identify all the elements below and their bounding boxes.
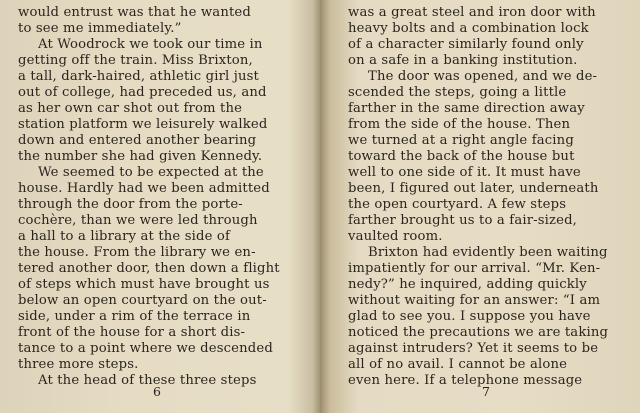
text-line: impatiently for our arrival. “Mr. Ken-: [348, 261, 601, 276]
text-line: noticed the precautions we are taking: [348, 325, 609, 340]
text-line: station platform we leisurely walked: [18, 117, 268, 132]
text-line: down and entered another bearing: [18, 133, 257, 148]
page-number: 7: [482, 384, 490, 399]
text-line: a tall, dark-haired, athletic girl just: [18, 69, 260, 84]
text-line: to see me immediately.”: [18, 21, 182, 36]
text-line: below an open courtyard on the out-: [18, 293, 267, 308]
text-line: all of no avail. I cannot be alone: [348, 357, 568, 372]
text-line: the number she had given Kennedy.: [18, 149, 263, 164]
text-line: the house. From the library we en-: [18, 245, 256, 260]
left-page: [0, 0, 316, 413]
text-line: as her own car shot out from the: [18, 101, 243, 116]
text-line: Brixton had evidently been waiting: [368, 245, 608, 260]
text-line: a hall to a library at the side of: [18, 229, 230, 244]
text-line: house. Hardly had we been admitted: [18, 181, 270, 196]
text-line: against intruders? Yet it seems to be: [348, 341, 599, 356]
text-line: without waiting for an answer: “I am: [348, 293, 601, 308]
text-line: scended the steps, going a little: [348, 85, 567, 100]
text-line: The door was opened, and we de-: [368, 69, 598, 84]
text-line: out of college, had preceded us, and: [18, 85, 267, 100]
text-line: through the door from the porte-: [18, 197, 243, 212]
text-line: farther brought us to a fair-sized,: [348, 213, 578, 228]
text-line: farther in the same direction away: [348, 101, 585, 116]
text-line: been, I figured out later, underneath: [348, 181, 599, 196]
text-line: toward the back of the house but: [348, 149, 575, 164]
text-line: getting off the train. Miss Brixton,: [18, 53, 253, 68]
text-line: At Woodrock we took our time in: [38, 37, 263, 52]
text-line: glad to see you. I suppose you have: [348, 309, 591, 324]
text-line: from the side of the house. Then: [348, 117, 571, 132]
text-line: was a great steel and iron door with: [348, 5, 596, 20]
text-line: of a character similarly found only: [348, 37, 584, 52]
text-line: cochère, than we were led through: [18, 213, 258, 228]
text-line: would entrust was that he wanted: [18, 5, 251, 20]
right-page: [322, 0, 640, 413]
text-line: of steps which must have brought us: [18, 277, 270, 292]
text-line: the open courtyard. A few steps: [348, 197, 567, 212]
text-line: well to one side of it. It must have: [348, 165, 581, 180]
text-line: vaulted room.: [348, 229, 443, 244]
text-line: side, under a rim of the terrace in: [18, 309, 251, 324]
text-line: At the head of these three steps: [38, 373, 257, 388]
text-line: tance to a point where we descended: [18, 341, 273, 356]
text-line: even here. If a telephone message: [348, 373, 583, 388]
text-line: heavy bolts and a combination lock: [348, 21, 589, 36]
text-line: front of the house for a short dis-: [18, 325, 246, 340]
text-line: on a safe in a banking institution.: [348, 53, 578, 68]
text-line: nedy?” he inquired, adding quickly: [348, 277, 587, 292]
text-line: we turned at a right angle facing: [348, 133, 574, 148]
text-line: tered another door, then down a flight: [18, 261, 280, 276]
text-line: We seemed to be expected at the: [38, 165, 264, 180]
text-line: three more steps.: [18, 357, 139, 372]
page-number: 6: [153, 384, 161, 399]
